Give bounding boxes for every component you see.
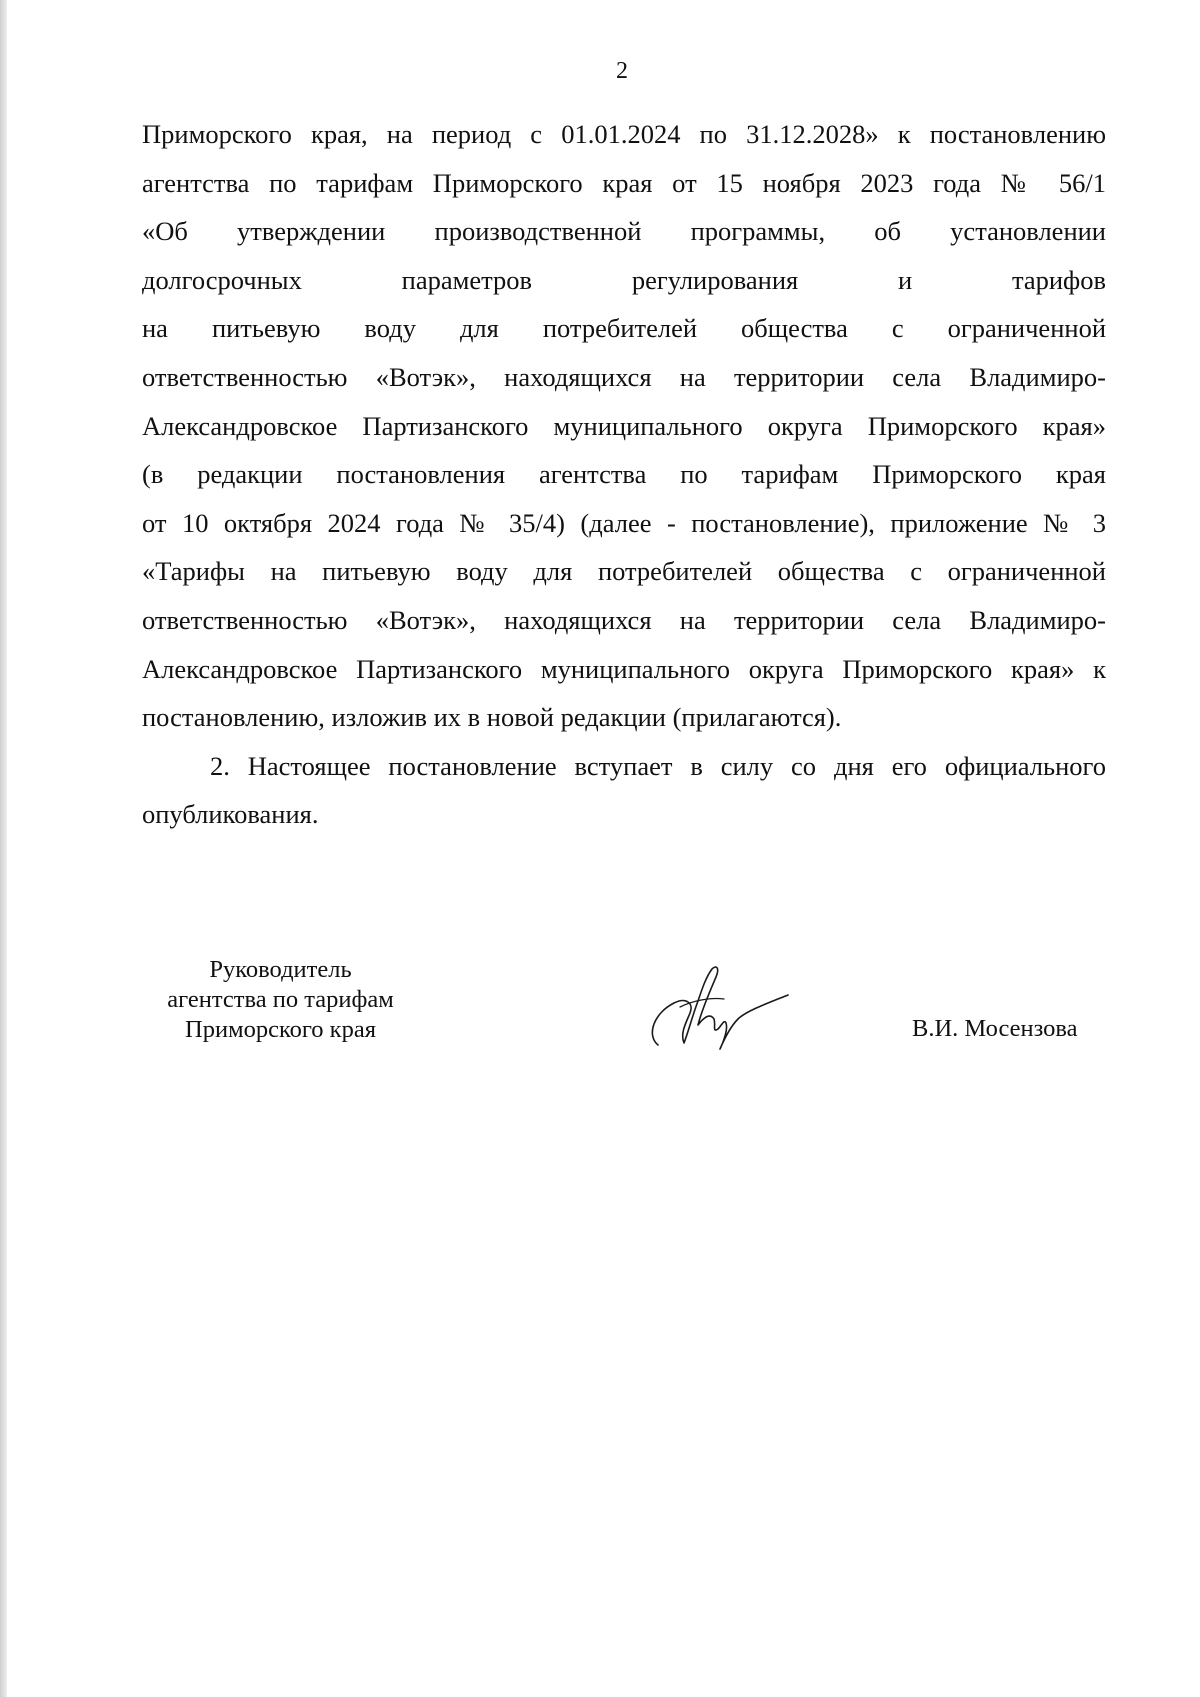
signer-name: В.И. Мосензова [912, 1015, 1078, 1042]
scan-edge [0, 0, 7, 1697]
paragraph-item-2 [142, 742, 1106, 839]
text-line: «Об утверждении производственной программы, об установлении [142, 216, 1106, 247]
text-line: агентства по тарифам Приморского края от 15 ноября 2023 года № 56/1 [142, 167, 1106, 198]
paragraph-continuation [142, 110, 1106, 742]
text-line: «Тарифы на питьевую воду для потребителей общества с ограниченной [142, 556, 1106, 587]
signer-position-line: агентства по тарифам [167, 986, 394, 1013]
text-line: на питьевую воду для потребителей общества с ограниченной [142, 313, 1106, 344]
text-line: ответственностью «Вотэк», находящихся на территории села Владимиро- [142, 361, 1106, 392]
text-line: (в редакции постановления агентства по тарифам Приморского края [142, 459, 1106, 490]
text-line: 2. Настоящее постановление вступает в силу со дня его официального [210, 750, 1106, 781]
text-line: Приморского края, на период с 01.01.2024 по 31.12.2028» к постановлению [142, 119, 1106, 149]
text-line: постановлению, изложив их в новой редакции (прилагаются). [142, 702, 842, 733]
text-line: Александровское Партизанского муниципального округа Приморского края» [142, 410, 1106, 441]
text-line: ответственностью «Вотэк», находящихся на территории села Владимиро- [142, 604, 1106, 635]
document-body [142, 110, 1106, 839]
page-number: 2 [616, 58, 628, 84]
signer-position-line: Руководитель [209, 956, 352, 983]
signer-position-line: Приморского края [185, 1016, 376, 1043]
text-line: опубликования. [142, 799, 319, 830]
signature-block [0, 955, 1200, 1075]
text-line: от 10 октября 2024 года № 35/4) (далее - постановление), приложение № 3 [142, 507, 1106, 538]
handwritten-signature [640, 957, 800, 1057]
text-line: Александровское Партизанского муниципального округа Приморского края» к [142, 653, 1106, 684]
signer-position [138, 955, 423, 1045]
text-line: долгосрочных параметров регулирования и тарифов [142, 264, 1106, 295]
